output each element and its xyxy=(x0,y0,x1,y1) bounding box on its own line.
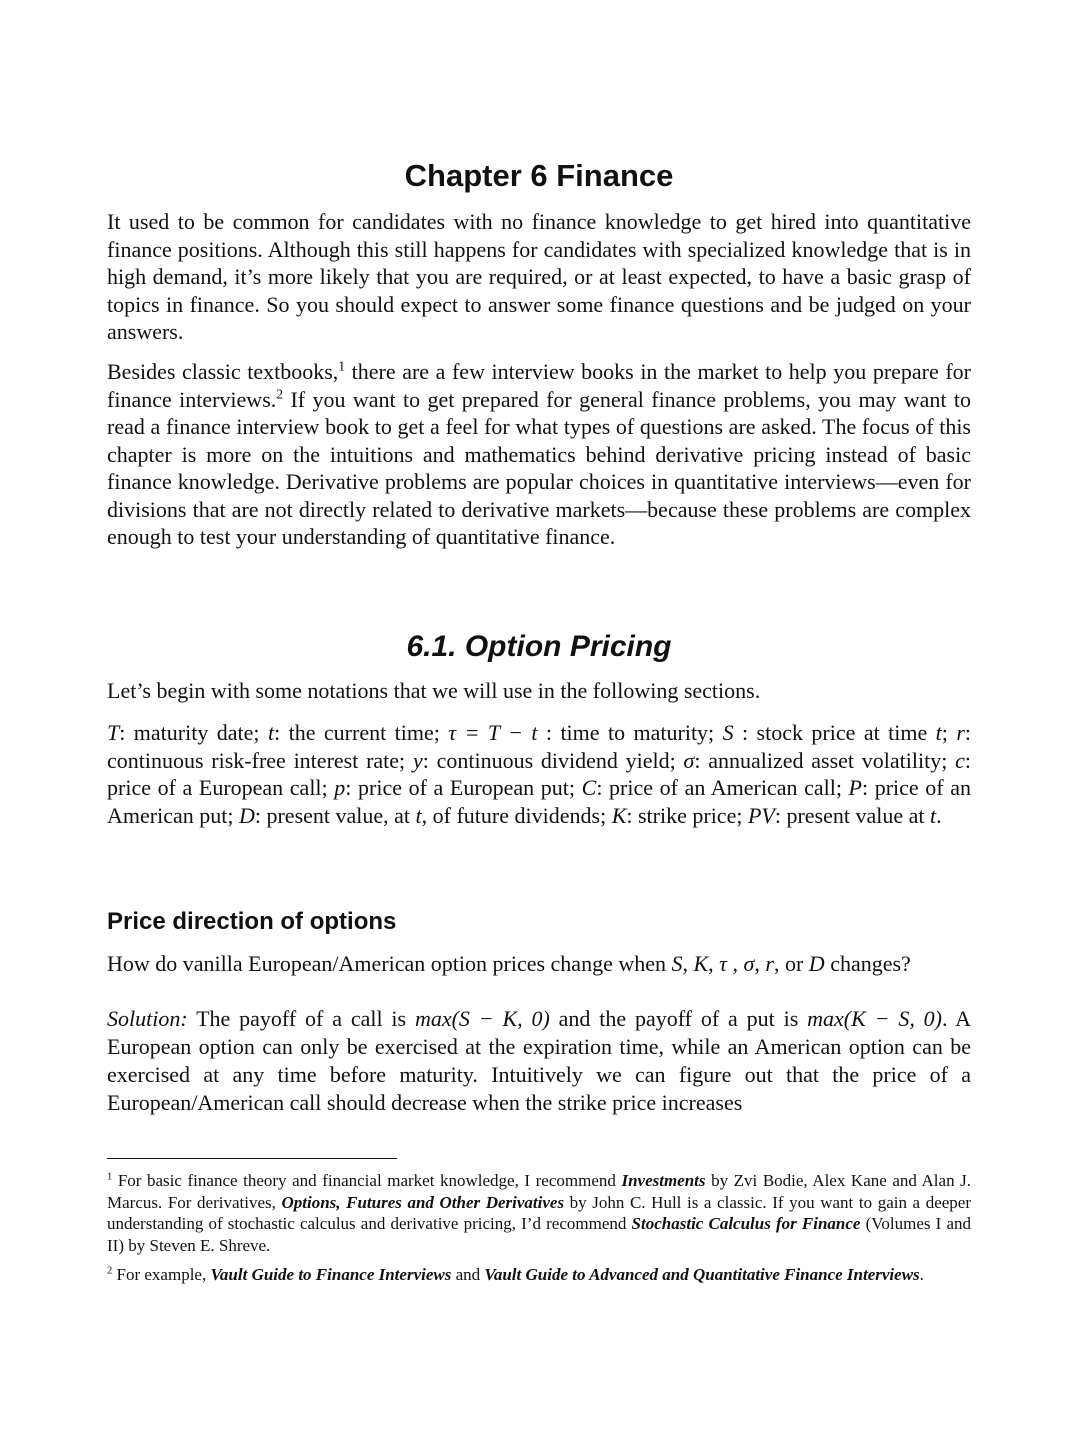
footnote-text: For basic finance theory and financial market knowledge, I recommend xyxy=(112,1171,622,1190)
notation-symbol: r xyxy=(956,720,965,745)
notation-symbol: t xyxy=(935,720,942,745)
notation-symbol: p xyxy=(334,775,346,800)
put-payoff-formula: max(K − S, 0) xyxy=(807,1006,942,1031)
question-var: K xyxy=(693,951,709,976)
call-payoff-formula: max(S − K, 0) xyxy=(414,1006,550,1031)
solution-text-a: The payoff of a call is xyxy=(187,1006,415,1031)
question-var: σ xyxy=(743,951,755,976)
notation-desc: : price of an American put; xyxy=(107,775,972,828)
notation-lead: Let’s begin with some notations that we will use in the following sections. xyxy=(107,678,761,703)
footnote-text: For example, xyxy=(112,1265,211,1284)
intro-paragraph-1: It used to be common for candidates with no finance knowledge to get hired into quantitative finance positions. Although this still happens for candidates with specialized knowledge that is in high demand, it’s more likely that you are required, or at least expected, to have a basic grasp of topics in finance. So you should expect to answer some finance questions and be judged on your answers. xyxy=(107,209,971,344)
question-var: r xyxy=(765,951,774,976)
question-paragraph: How do vanilla European/American option prices change when S, K, τ , σ, r, or D changes? xyxy=(107,951,911,976)
notation-symbol: PV xyxy=(747,802,775,828)
notation-desc: : present value, at xyxy=(254,802,416,828)
question-text-b: changes? xyxy=(824,951,911,976)
intro-p2-text-c: If you want to get prepared for general finance problems, you may want to read a finance interview book to get a feel for what types of questions are asked. The focus of this chapter is more on the intuitions and mathematics behind derivative pricing instead of basic finance knowledge. Derivative problems are popular choices in quantitative interviews—even for divisions that are not directly related to derivative markets—because these problems are complex enough to test your understanding of quantitative finance. xyxy=(107,386,972,549)
footnote-text: by Zvi Bodie, Alex Kane and Alan J. Marcus. For derivatives, xyxy=(107,1171,972,1212)
notation-symbol: t xyxy=(267,720,275,745)
solution-label: Solution: xyxy=(107,1006,188,1031)
notation-desc: ; xyxy=(941,720,957,745)
notation-symbol: T xyxy=(107,720,120,745)
intro-p2-text-a: Besides classic textbooks, xyxy=(107,359,339,384)
notation-desc: : strike price; xyxy=(626,802,748,828)
notation-symbol: C xyxy=(581,775,597,800)
footnote-text: and xyxy=(451,1265,485,1284)
footnote-text: by John C. Hull is a classic. If you want to gain a deeper understanding of stochastic calculus and derivative pricing, I’d recommend xyxy=(107,1192,971,1233)
book-title: Vault Guide to Finance Interviews xyxy=(210,1265,452,1284)
notation-desc: : continuous risk-free interest rate; xyxy=(107,720,972,773)
footnote-text: (Volumes I and II) by Steven E. Shreve. xyxy=(107,1214,971,1255)
intro-paragraph-2 xyxy=(107,358,971,551)
notation-desc: : continuous dividend yield; xyxy=(422,747,684,773)
question-text-a: How do vanilla European/American option prices change when xyxy=(107,951,672,976)
notation-symbol: t xyxy=(930,802,937,828)
question-var: S xyxy=(671,951,683,976)
notation-desc: : price of a European put; xyxy=(345,775,582,800)
footnote-divider xyxy=(107,1158,397,1159)
intro-p2-text-b: there are a few interview books in the market to help you prepare for finance interviews. xyxy=(107,359,971,412)
subsection-title: Price direction of options xyxy=(107,908,397,935)
chapter-title: Chapter 6 Finance xyxy=(404,158,674,193)
footnote-ref-1: 1 xyxy=(338,358,346,374)
notation-desc: : present value at xyxy=(774,802,931,828)
notation-desc: : price of an American call; xyxy=(596,775,849,800)
book-title: Investments xyxy=(621,1171,706,1190)
notation-desc: : maturity date; xyxy=(119,720,268,745)
notation-desc: , of future dividends; xyxy=(421,802,612,828)
notation-symbol: y xyxy=(412,747,423,773)
footnote-1-mark: 1 xyxy=(107,1171,113,1183)
notation-desc: : the current time; xyxy=(274,720,449,745)
book-title: Options, Futures and Other Derivatives xyxy=(281,1192,565,1212)
notation-symbol: K xyxy=(611,802,627,828)
notation-symbol: S xyxy=(722,720,734,745)
footnote-2 xyxy=(107,1264,971,1286)
footnote-text: . xyxy=(919,1265,924,1284)
notation-desc: . xyxy=(936,802,942,828)
footnote-ref-2: 2 xyxy=(276,386,284,402)
question-var: D xyxy=(808,951,825,976)
solution-text-c: . A European option can only be exercised at the expiration time, while an American option can be exercised at any time before maturity. Intuitively we can figure out that the price of a European/American call should decrease when the strike price increases xyxy=(107,1006,972,1115)
notation-symbol: t xyxy=(415,802,422,828)
notation-list xyxy=(107,719,971,829)
question-var: τ xyxy=(719,951,728,976)
footnote-2-mark: 2 xyxy=(107,1265,113,1277)
solution-paragraph xyxy=(107,1005,971,1117)
solution-text-b: and the payoff of a put is xyxy=(549,1006,808,1031)
notation-desc: : price of a European call; xyxy=(107,747,971,800)
notation-symbol: σ xyxy=(683,747,695,773)
notation-desc: : stock price at time xyxy=(733,720,936,745)
footnote-1 xyxy=(107,1170,971,1256)
section-title: 6.1. Option Pricing xyxy=(406,630,672,663)
notation-symbol: τ = T − t xyxy=(448,720,538,745)
book-title: Vault Guide to Advanced and Quantitative Finance Interviews xyxy=(484,1265,920,1284)
notation-symbol: D xyxy=(238,802,255,828)
notation-desc: : time to maturity; xyxy=(537,720,723,745)
notation-symbol: P xyxy=(848,775,862,800)
notation-desc: : annualized asset volatility; xyxy=(694,747,956,773)
notation-symbol: c xyxy=(955,747,965,773)
book-title: Stochastic Calculus for Finance xyxy=(631,1214,861,1233)
